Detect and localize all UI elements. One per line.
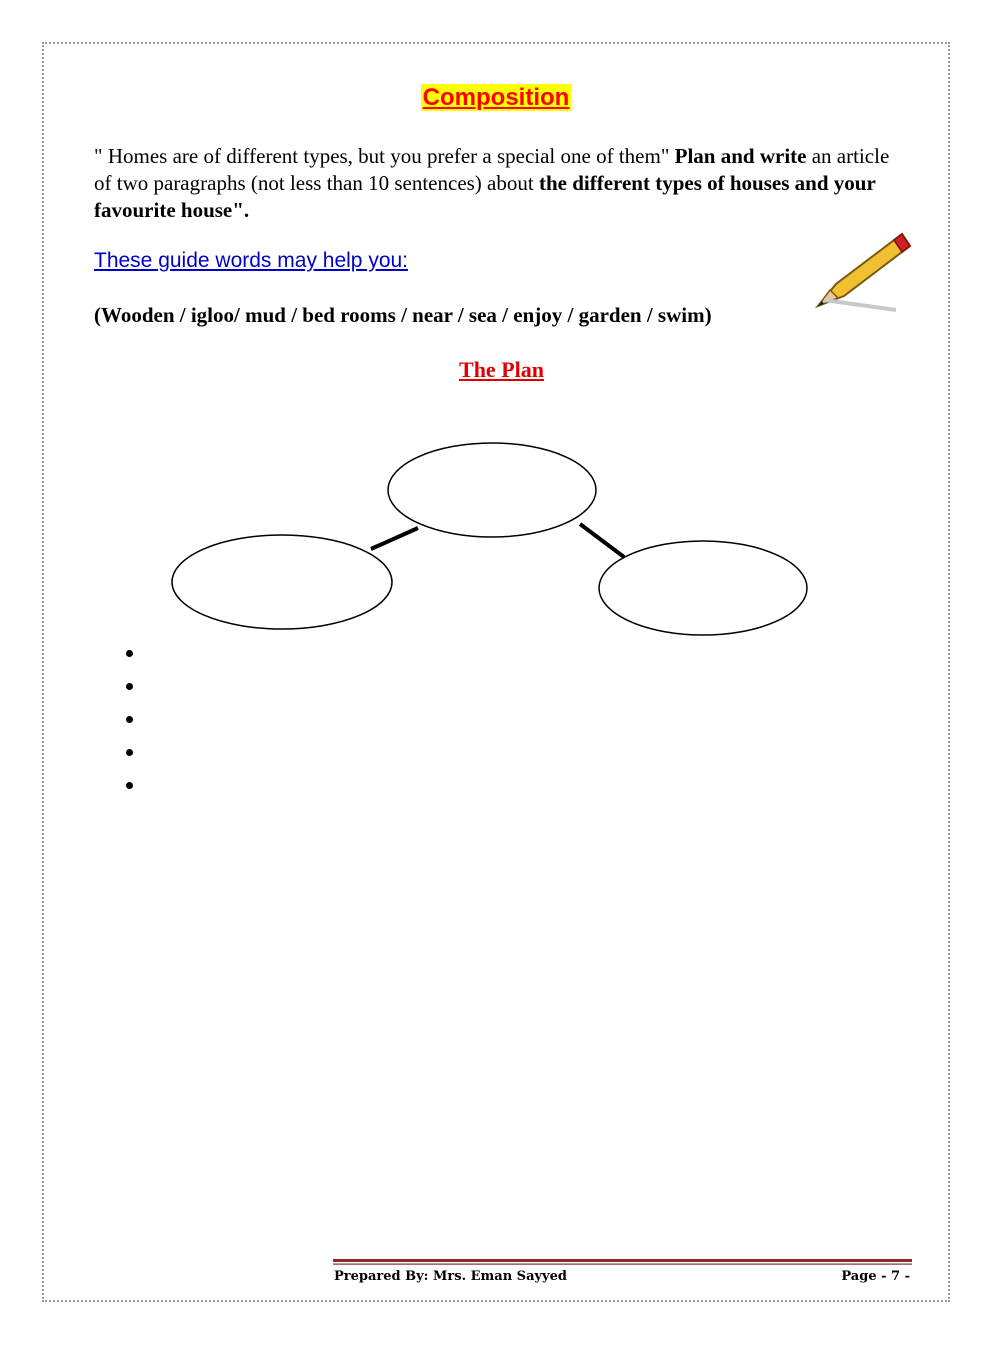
prompt-body: an article of two paragraphs (not less than 10 sentences) about — [94, 144, 890, 195]
guide-heading: These guide words may help you: — [94, 249, 409, 272]
footer-prepared-by: Prepared By: Mrs. Eman Sayyed — [334, 1269, 567, 1284]
prompt-topic: the different types of houses and your favourite house". — [94, 171, 876, 222]
prompt-instruction: Plan and write — [674, 144, 807, 168]
guide-words: (Wooden / igloo/ mud / bed rooms / near / sea / enjoy / garden / swim) — [94, 303, 712, 327]
plan-heading: The Plan — [459, 357, 544, 382]
title-text: Composition — [422, 84, 570, 111]
pencil-icon — [812, 226, 912, 312]
prompt-paragraph — [94, 143, 894, 224]
footer-rule — [333, 1259, 912, 1266]
composition-title — [0, 84, 992, 112]
prompt-quote: " Homes are of different types, but you prefer a special one of them" — [94, 144, 675, 168]
footer-page-number: Page - 7 - — [841, 1269, 910, 1284]
